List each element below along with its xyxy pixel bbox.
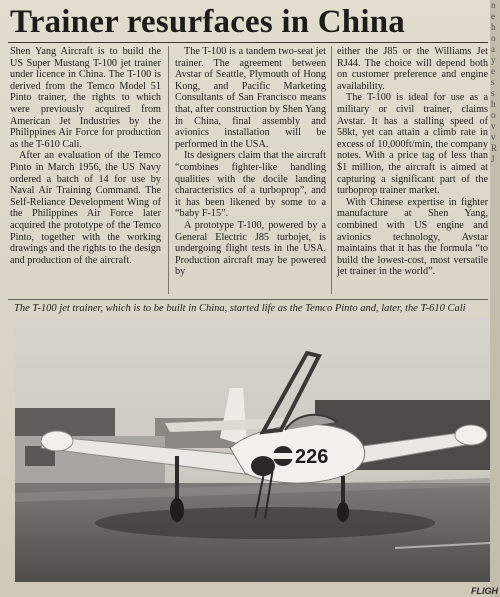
column-1-paragraph-2: After an evaluation of the Temco Pinto in March 1956, the US Navy ordered a batch of 14 for use by Naval Air Training Command. The Self-Reliance Development Wing of the Philippines Air Force later acquired the prototype of the Temco Pinto, together with the working drawings and the rights to the design and production of the aircraft. bbox=[10, 150, 161, 266]
wingtip-tank-left bbox=[41, 431, 73, 451]
article-column-1 bbox=[10, 46, 161, 266]
column-divider-1 bbox=[168, 46, 169, 294]
column-3-paragraph-1: either the J85 or the Williams Jet RJ44. The choice will depend both on customer preference and engine availability. bbox=[337, 46, 488, 92]
landing-gear-left bbox=[170, 498, 184, 522]
photo-caption: The T-100 jet trainer, which is to be built in China, started life as the Temco Pinto and, later, the T-610 Cali bbox=[14, 303, 466, 314]
column-2-paragraph-3: A prototype T-100, powered by a General Electric J85 turbojet, is undergoing flight tests in the USA. Production aircraft may be powered by bbox=[175, 219, 326, 278]
wingtip-tank-right bbox=[455, 425, 487, 445]
landing-gear-nose bbox=[337, 502, 349, 522]
caption-rule bbox=[8, 299, 488, 300]
column-1-paragraph-1: Shen Yang Aircraft is to build the US Super Mustang T-100 jet trainer under licence in China. The T-100 is derived from the Temco Model 51 Pinto trainer, the rights to which were previously acquired from American Jet Industries by the Philippines Air Force for production as the T-610 Cali. bbox=[10, 46, 161, 150]
headline: Trainer resurfaces in China bbox=[10, 4, 405, 40]
magazine-footer: FLIGH bbox=[471, 586, 498, 596]
adjacent-page-edge: n e h o a y e s s h o v v R J bbox=[490, 0, 500, 597]
column-3-paragraph-2: The T-100 is ideal for use as a military or civil trainer, claims Avstar. It has a stalling speed of 58kt, yet can attain a climb rate in excess of 10,000ft/min, the company notes. With a price tag of less than $1 million, the aircraft is aimed at capturing a significant part of the turboprop trainer market. bbox=[337, 92, 488, 197]
column-2-paragraph-2: Its designers claim that the aircraft “combines fighter-like handling qualities with the docile landing characteristics of a turboprop”, and it has been likened by some to a “baby F-15”. bbox=[175, 150, 326, 220]
column-2-paragraph-1: The T-100 is a tandem two-seat jet trainer. The agreement between Avstar of Seattle, Plymouth of Hong Kong, and Pacific Marketing Consultants of San Francisco means that, after construction by Shen Yang in China, final assembly and avionics installation will be performed in the USA. bbox=[175, 46, 326, 150]
headline-rule bbox=[8, 42, 488, 43]
article-column-3 bbox=[337, 46, 488, 278]
aircraft-photo-illustration bbox=[15, 318, 490, 582]
column-3-paragraph-3: With Chinese expertise in fighter manufacture at Shen Yang, combined with US engine and avionics technology, Avstar maintains that it has the formula “to build the lowest-cost, most versatile jet trainer in the world”. bbox=[337, 196, 488, 278]
article-column-2 bbox=[175, 46, 326, 278]
aircraft-number: 226 bbox=[295, 446, 329, 468]
column-divider-2 bbox=[331, 46, 332, 294]
aircraft-photo bbox=[15, 318, 490, 582]
